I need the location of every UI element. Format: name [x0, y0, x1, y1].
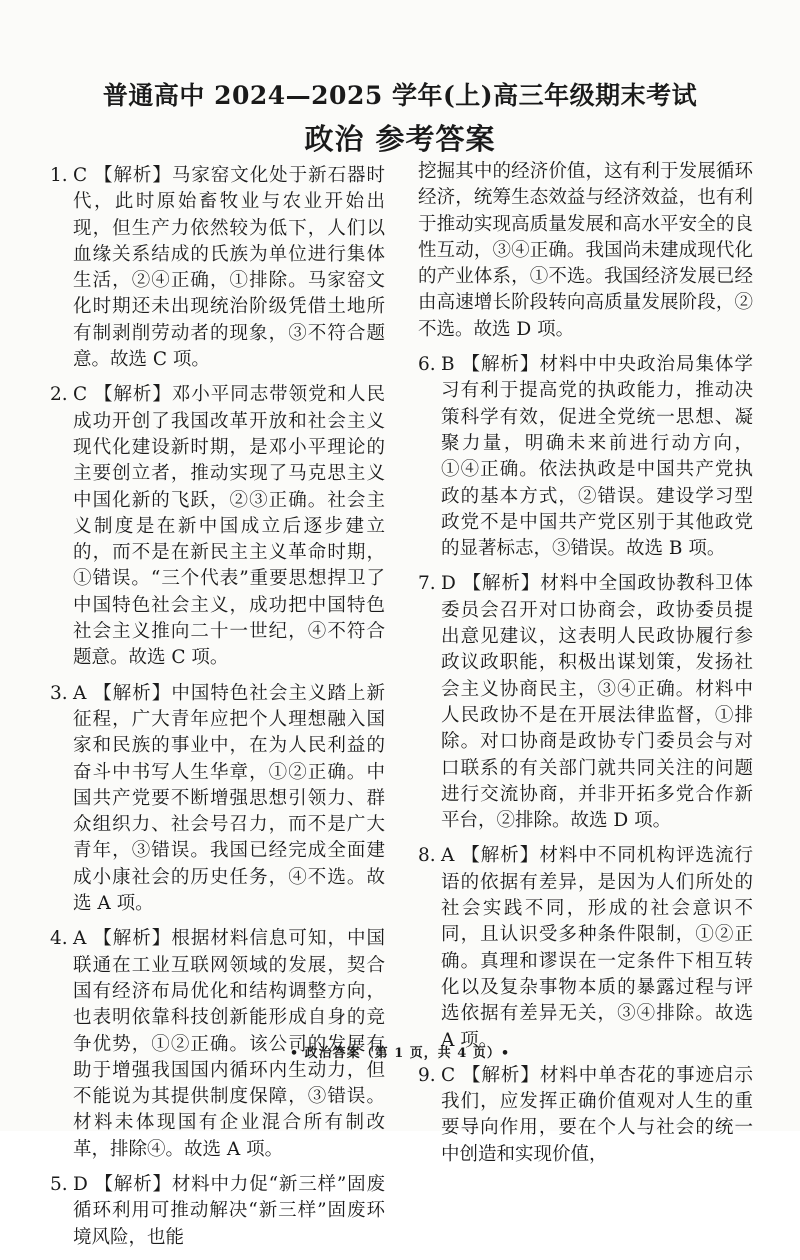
answer-item	[50, 382, 385, 671]
answer-item	[50, 163, 385, 373]
right-column	[418, 159, 753, 1177]
answer-text: A 【解析】根据材料信息可知，中国联通在工业互联网领域的发展，契合国有经济布局优化和结构调整方向，也表明依靠科技创新能形成自身的竞争优势，①②正确。该公司的发展有助于增强我国国内循环内生动力，但不能说为其提供制度保障，③错误。材料未体现国有企业混合所有制改革，排除④。故选 A 项。	[73, 928, 385, 1160]
answer-number: 5.	[50, 1173, 68, 1195]
answer-number: 6.	[418, 354, 436, 376]
exam-title: 普通高中 2024—2025 学年(上)高三年级期末考试	[102, 81, 698, 110]
answer-item	[50, 681, 385, 918]
answer-number: 7.	[418, 573, 436, 595]
page-footer: • 政治答案（第 1 页，共 4 页）•	[289, 1046, 511, 1061]
answer-text: B 【解析】材料中中央政治局集体学习有利于提高党的执政能力，推动决策科学有效，促进全党统一思想、凝聚力量，明确未来前进行动方向，①④正确。依法执政是中国共产党执政的基本方式，②错误。建设学习型政党不是中国共产党区别于其他政党的显著标志，③错误。故选 B 项。	[441, 354, 753, 560]
answer-text: C 【解析】马家窑文化处于新石器时代，此时原始畜牧业与农业开始出现，但生产力依然较为低下，人们以血缘关系结成的氏族为单位进行集体生活，②④正确，①排除。马家窑文化时期还未出现统治阶级凭借土地所有制剥削劳动者的现象，③不符合题意。故选 C 项。	[73, 165, 385, 371]
answer-continuation: 挖掘其中的经济价值，这有利于发展循环经济，统筹生态效益与经济效益，也有利于推动实现高质量发展和高水平安全的良性互动，③④正确。我国尚未建成现代化的产业体系，①不选。我国经济发展已经由高速增长阶段转向高质量发展阶段，②不选。故选 D 项。	[418, 161, 753, 340]
left-column	[50, 163, 385, 1260]
answer-text: C 【解析】材料中单杏花的事迹启示我们，应发挥正确价值观对人生的重要导向作用，要在个人与社会的统一中创造和实现价值，	[441, 1064, 753, 1165]
answer-text: A 【解析】中国特色社会主义踏上新征程，广大青年应把个人理想融入国家和民族的事业中，在为人民利益的奋斗中书写人生华章，①②正确。中国共产党要不断增强思想引领力、群众组织力、社会号召力，而不是广大青年，③错误。我国已经完成全面建成小康社会的历史任务，④不选。故选 A 项。	[73, 682, 385, 915]
answer-text: A 【解析】材料中不同机构评选流行语的依据有差异，是因为人们所处的社会实践不同，形成的社会意识不同，且认识受多种条件限制，①②正确。真理和谬误在一定条件下相互转化以及复杂事物本质的暴露过程与评选依据有差异无关，③④排除。故选 A 项。	[441, 845, 753, 1051]
answer-number: 2.	[50, 384, 68, 406]
answer-item	[50, 1172, 385, 1251]
answer-number: 4.	[50, 928, 68, 950]
answer-number: 1.	[50, 165, 68, 186]
answer-item	[418, 843, 753, 1053]
answer-text: C 【解析】邓小平同志带领党和人民成功开创了我国改革开放和社会主义现代化建设新时期，是邓小平理论的主要创立者，推动实现了马克思主义中国化新的飞跃，②③正确。社会主义制度是在新中国成立后逐步建立的，而不是在新民主主义革命时期，①错误。“三个代表”重要思想捍卫了中国特色社会主义，成功把中国特色社会主义推向二十一世纪，④不符合题意。故选 C 项。	[73, 384, 385, 669]
answer-item	[418, 352, 753, 562]
answer-number: 3.	[50, 682, 68, 704]
subject-title: 政治 参考答案	[304, 122, 496, 156]
answer-text: D 【解析】材料中全国政协教科卫体委员会召开对口协商会，政协委员提出意见建议，这表明人民政协履行参政议政职能，积极出谋划策，发扬社会主义协商民主，③④正确。材料中人民政协不是在开展法律监督，①排除。对口协商是政协专门委员会与对口联系的有关部门就共同关注的问题进行交流协商，并非开拓多党合作新平台，②排除。故选 D 项。	[441, 573, 753, 832]
answer-item	[418, 571, 753, 834]
answer-number: 9.	[418, 1064, 436, 1086]
answer-number: 8.	[418, 845, 436, 867]
answer-item	[418, 1063, 753, 1168]
answer-text: D 【解析】材料中力促“新三样”固废循环利用可推动解决“新三样”固废环境风险，也能	[73, 1173, 385, 1248]
